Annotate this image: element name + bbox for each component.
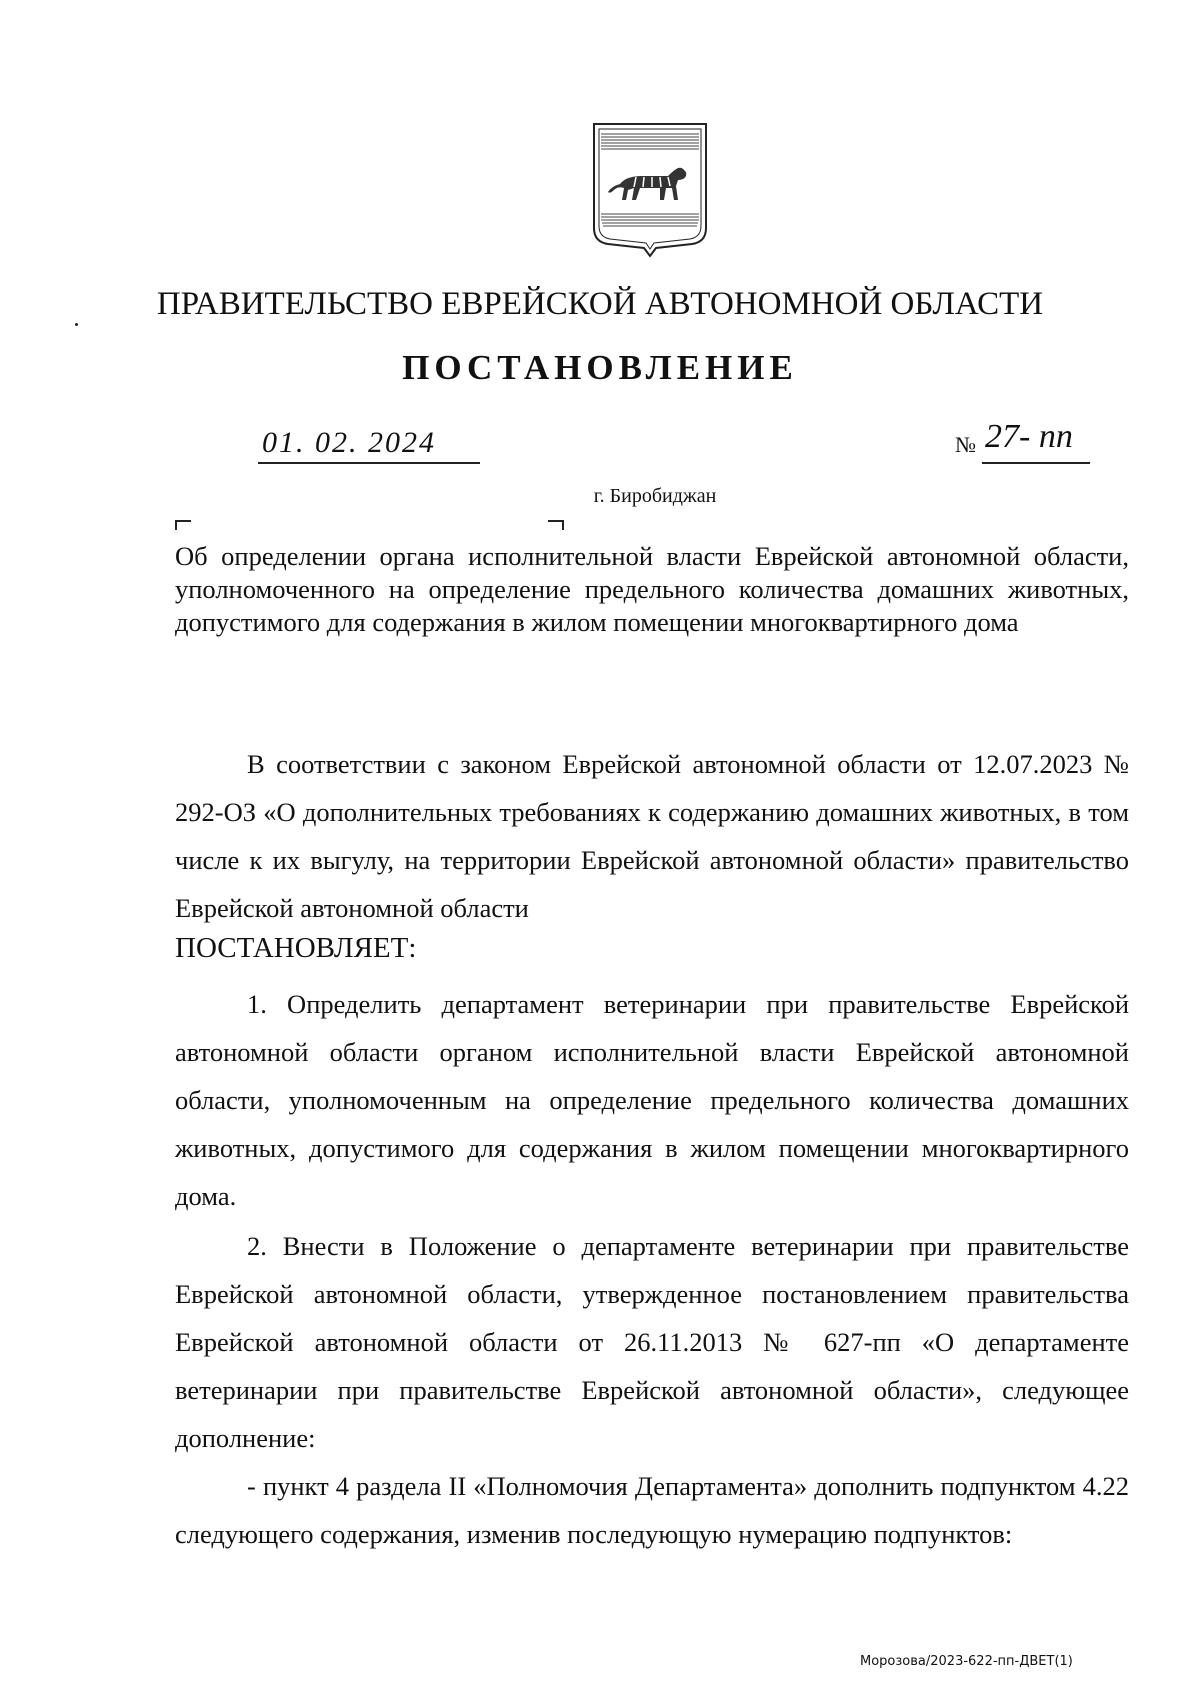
footer-document-code: Морозова/2023-622-пп-ДВЕТ(1) (860, 1654, 1073, 1669)
item-1-text: 1. Определить департамент ветеринарии при правительстве Еврейской автономной области органом исполнительной власти Еврейской автономной области, уполномоченным на определение предельного количества домашних животных, допустимого для содержания в жилом помещении многоквартирного дома. (175, 989, 1129, 1211)
preamble-paragraph: В соответствии с законом Еврейской автономной области от 12.07.2023 № 292-ОЗ «О дополнительных требованиях к содержанию домашних животных, в том числе к их выгулу, на территории Еврейской автономной области» правительство Еврейской автономной области (175, 749, 1129, 923)
scan-speck (75, 323, 78, 326)
document-type-heading: ПОСТАНОВЛЕНИЕ (402, 348, 798, 387)
resolves-heading: ПОСТАНОВЛЯЕТ: (175, 932, 417, 964)
government-title: ПРАВИТЕЛЬСТВО ЕВРЕЙСКОЙ АВТОНОМНОЙ ОБЛАСТИ (156, 286, 1044, 322)
number-sign: № (955, 432, 976, 457)
subject-corner-left (175, 520, 191, 530)
coat-of-arms-tiger-icon (590, 120, 710, 260)
item-2-text: 2. Внести в Положение о департаменте ветеринарии при правительстве Еврейской автономной области, утвержденное постановлением правительства Еврейской автономной области от 26.11.2013 № 627-пп «О департаменте ветеринарии при правительстве Еврейской автономной области», следующее дополнение: (175, 1231, 1129, 1453)
document-subject: Об определении органа исполнительной власти Еврейской автономной области, уполномоченного на определение предельного количества домашних животных, допустимого для содержания в жилом помещении многоквартирного дома (175, 541, 1129, 637)
item-2-paragraph (175, 1222, 1129, 1462)
item-1-paragraph (175, 980, 1129, 1220)
handwritten-number: 27- пп (985, 418, 1073, 455)
number-underline (982, 462, 1090, 464)
coat-of-arms-emblem (590, 120, 710, 260)
subject-corner-right (548, 520, 564, 530)
item-2-subitem-paragraph (175, 1462, 1129, 1558)
handwritten-date: 01. 02. 2024 (262, 426, 436, 459)
city-name: г. Биробиджан (593, 485, 717, 507)
item-2-subitem-text: - пункт 4 раздела II «Полномочия Департамента» дополнить подпунктом 4.22 следующего содержания, изменив последующую нумерацию подпунктов: (175, 1471, 1129, 1549)
date-underline (258, 462, 480, 464)
